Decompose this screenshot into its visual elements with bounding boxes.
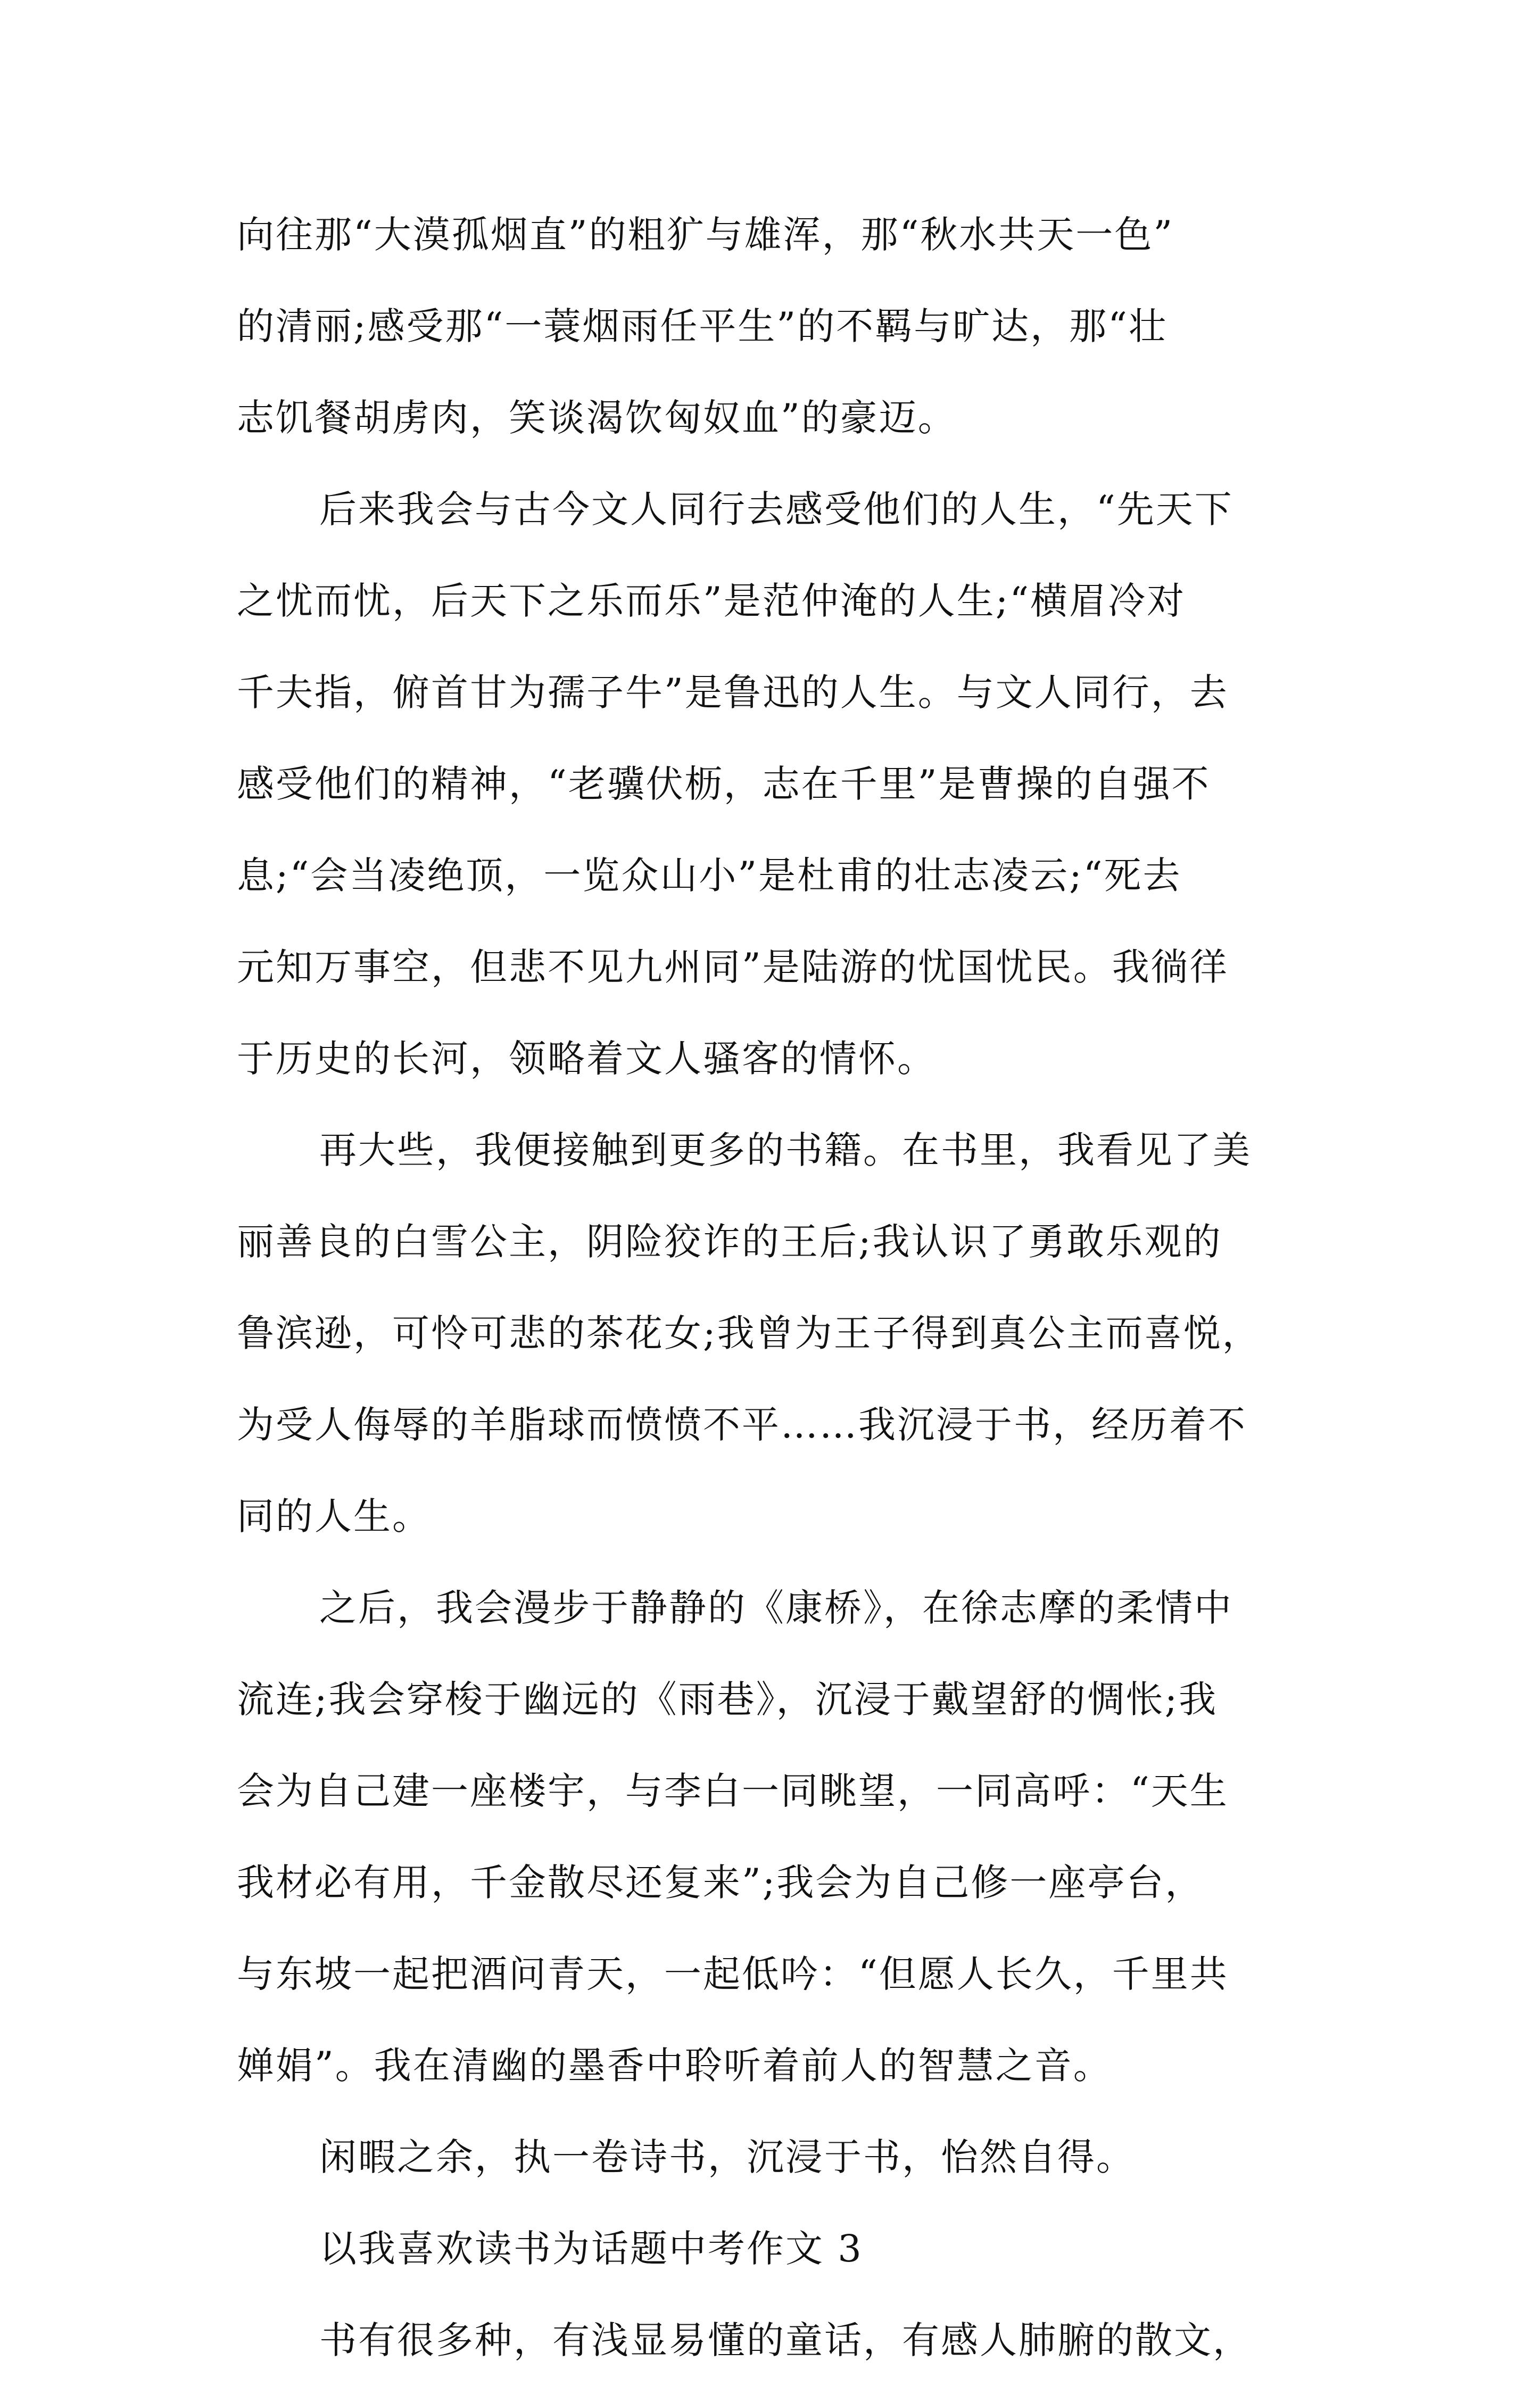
document-body — [237, 189, 1306, 2386]
text-line: 息;“会当凌绝顶，一览众山小”是杜甫的壮志凌云;“死去 — [237, 854, 1182, 897]
paragraph-start-line: 再大些，我便接触到更多的书籍。在书里，我看见了美 — [319, 1128, 1252, 1172]
paragraph-start-line: 之后，我会漫步于静静的《康桥》，在徐志摩的柔情中 — [319, 1586, 1233, 1630]
text-line: 之忧而忧，后天下之乐而乐”是范仲淹的人生;“横眉冷对 — [237, 579, 1186, 623]
text-line: 与东坡一起把酒问青天，一起低吟：“但愿人长久，千里共 — [237, 1952, 1229, 1996]
text-line: 同的人生。 — [237, 1495, 431, 1538]
text-line: 会为自己建一座楼宇，与李白一同眺望，一同高呼：“天生 — [237, 1769, 1229, 1813]
text-line: 向往那“大漠孤烟直”的粗犷与雄浑，那“秋水共天一色” — [237, 213, 1174, 257]
text-line: 感受他们的精神，“老骥伏枥，志在千里”是曹操的自强不 — [237, 762, 1211, 806]
text-line: 为受人侮辱的羊脂球而愤愤不平……我沉浸于书，经历着不 — [237, 1403, 1247, 1447]
text-line: 的清丽;感受那“一蓑烟雨任平生”的不羁与旷达，那“壮 — [237, 304, 1168, 348]
paragraph-start-line: 书有很多种，有浅显易懂的童话，有感人肺腑的散文， — [319, 2318, 1252, 2362]
text-line: 我材必有用，千金散尽还复来”;我会为自己修一座亭台， — [237, 1861, 1204, 1904]
text-line: 元知万事空，但悲不见九州同”是陆游的忧国忧民。我徜徉 — [237, 945, 1229, 989]
text-line: 志饥餐胡虏肉，笑谈渴饮匈奴血”的豪迈。 — [237, 396, 957, 440]
paragraph-start-line: 闲暇之余，执一卷诗书，沉浸于书，怡然自得。 — [319, 2135, 1135, 2179]
text-line: 于历史的长河，领略着文人骚客的情怀。 — [237, 1037, 936, 1080]
text-line: 鲁滨逊，可怜可悲的茶花女;我曾为王子得到真公主而喜悦， — [237, 1311, 1261, 1355]
text-line: 千夫指，俯首甘为孺子牛”是鲁迅的人生。与文人同行，去 — [237, 671, 1229, 714]
section-heading: 以我喜欢读书为话题中考作文 3 — [319, 2227, 863, 2271]
paragraph-start-line: 后来我会与古今文人同行去感受他们的人生，“先天下 — [319, 488, 1233, 531]
text-line: 丽善良的白雪公主，阴险狡诈的王后;我认识了勇敢乐观的 — [237, 1220, 1222, 1264]
text-line: 婵娟”。我在清幽的墨香中聆听着前人的智慧之音。 — [237, 2044, 1112, 2087]
text-line: 流连;我会穿梭于幽远的《雨巷》，沉浸于戴望舒的惆怅;我 — [237, 1678, 1218, 1721]
